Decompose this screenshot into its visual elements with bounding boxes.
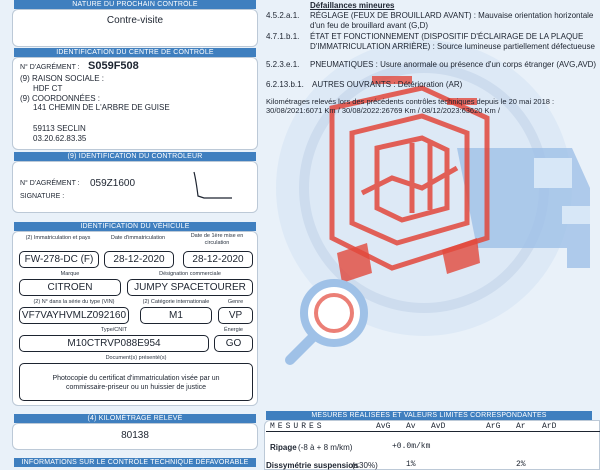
controleur-agrement-label: N° D'AGRÉMENT : [20,180,80,187]
defaillances-heading: Défaillances mineures [310,1,395,10]
date-first-field: 28-12-2020 [183,251,253,268]
km-history: Kilométrages relevés lors des précédents contrôles techniques depuis le 20 mai 2018 : 30/08/2021:6071 Km / 30/08/2022:26769 Km / 08/12/2023:63620 Km / [266,97,555,115]
mesures-col-av: Av [406,422,416,431]
controleur-agrement-value: 059Z1600 [90,178,136,189]
vehicule-header: IDENTIFICATION DU VÉHICULE [14,222,256,231]
energie-caption: Énergie [224,327,243,333]
defaillance-item [266,32,600,62]
defaillance-item [266,60,600,80]
centre-coord-label: (9) COORDONNÉES : [20,94,101,103]
defaillance-text: ÉTAT ET FONCTIONNEMENT (DISPOSITIF D'ÉCLAIRAGE DE LA PLAQUE D'IMMATRICULATION ARRIÈRE) : Source lumineuse partiellement défectueuse [310,32,595,51]
defaillance-text: PNEUMATIQUES : Usure anormale ou présence d'un corps étranger (AVG,AVD) [310,60,597,69]
controleur-signature-label: SIGNATURE : [20,193,65,200]
date-first-caption: Date de 1ère mise en circulation [190,233,244,246]
centre-address-line2: 59113 SECLIN [33,124,86,133]
centre-raison-value: HDF CT [33,84,63,93]
dissy-range: (≤30%) [352,461,378,470]
marque-field: CITROEN [19,279,121,296]
kilometrage-header: (4) KILOMÉTRAGE RELEVÉ [14,414,256,423]
ripage-value: +0.0m/km [392,442,431,451]
categorie-caption: (2) Catégorie internationale [142,299,210,305]
defaillance-item [266,80,600,90]
mesures-col-avd: AvD [431,422,446,431]
energie-field: GO [214,335,253,352]
defaillance-code: 6.2.13.b.1. [266,80,304,89]
ripage-range: (-8 à + 8 m/km) [298,443,353,452]
documents-value: Photocopie du certificat d'immatriculation visée par un commissaire-priseur ou un huissier de justice [52,375,220,391]
marque-caption: Marque [60,271,80,277]
centre-header: IDENTIFICATION DU CENTRE DE CONTRÔLE [14,48,256,57]
infos-footer-header: INFORMATIONS SUR LE CONTRÔLE TECHNIQUE DÉFAVORABLE [14,458,256,467]
documents-caption: Document(s) présenté(s) [105,355,167,361]
vin-field: VF7VAYHVMLZ092160 [19,307,129,324]
categorie-field: M1 [140,307,212,324]
dissy-av: 1% [406,460,416,469]
designation-field: JUMPY SPACETOURER [127,279,253,296]
date-immat-field: 28-12-2020 [104,251,174,268]
immat-field: FW-278-DC (F) [19,251,99,268]
nature-value: Contre-visite [106,15,164,26]
centre-phone: 03.20.62.83.35 [33,134,87,143]
type-caption: Type/CNIT [100,327,128,333]
centre-raison-label: (9) RAISON SOCIALE : [20,74,105,83]
centre-address-line1: 141 CHEMIN DE L'ARBRE DE GUISE [33,103,170,112]
mesures-header-label: MESURES [270,422,325,431]
defaillance-code: 4.7.1.b.1. [266,32,300,41]
defaillance-text: RÉGLAGE (FEUX DE BROUILLARD AVANT) : Mauvaise orientation horizontale d'un feu de brouillard avant (G,D) [310,11,594,30]
controleur-header: (9) IDENTIFICATION DU CONTRÔLEUR [14,152,256,161]
mesures-col-ard: ArD [542,422,557,431]
centre-agrement-label: N° D'AGRÉMENT : [20,64,80,71]
ripage-label: Ripage [270,443,297,452]
centre-agrement-value: S059F508 [88,60,139,72]
vin-caption: (2) N° dans la série du type (VIN) [33,299,115,305]
mesures-col-arg: ArG [486,422,501,431]
genre-field: VP [218,307,253,324]
defaillance-code: 5.2.3.e.1. [266,60,300,69]
defaillance-text: AUTRES OUVRANTS : Détérioration (AR) [312,80,463,89]
immat-caption: (2) Immatriculation et pays [25,235,91,241]
date-immat-caption: Date d'immatriculation [110,235,166,241]
kilometrage-value: 80138 [121,430,149,441]
nature-header: NATURE DU PROCHAIN CONTRÔLE [14,0,256,9]
defaillance-code: 4.5.2.a.1. [266,11,300,20]
dissy-label: Dissymétrie suspension [266,461,359,470]
dissy-ar: 2% [516,460,526,469]
signature-mark [180,168,240,204]
genre-caption: Genre [227,299,244,305]
mesures-header: MESURES RÉALISÉES ET VALEURS LIMITES CORRESPONDANTES [266,411,592,420]
defaillance-item [266,11,600,31]
type-field: M10CTRVP088E954 [19,335,209,352]
designation-caption: Désignation commerciale [159,271,221,277]
mesures-col-ar: Ar [516,422,526,431]
mesures-col-avg: AvG [376,422,391,431]
